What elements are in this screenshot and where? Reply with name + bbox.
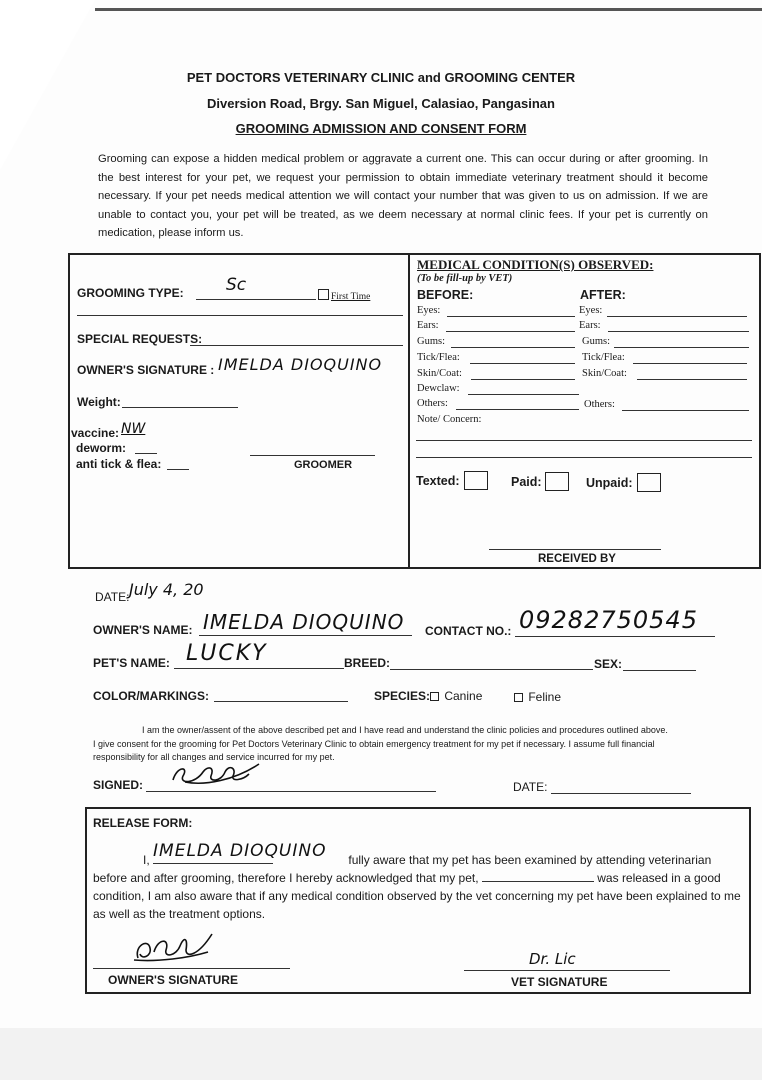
breed-label: BREED: [344,656,391,670]
vet-signature-label: VET SIGNATURE [511,975,608,989]
folded-corner [0,0,95,170]
before-skincoat: Skin/Coat: [417,368,462,379]
vaccine-value[interactable]: NW [121,421,146,437]
before-tickflea: Tick/Flea: [417,352,460,363]
scan-edge-line [95,8,762,11]
after-eyes: Eyes: [579,305,603,316]
date-label: DATE: [95,590,130,604]
consent-line-3: responsibility for all changes and service incurred for my pet. [93,752,335,762]
after-tickflea-line [633,363,747,364]
feline-label: Feline [528,690,562,704]
before-others: Others: [417,398,448,409]
intro-paragraph: Grooming can expose a hidden medical problem or aggravate a current one. This can occur during or after grooming. In the best interest for your pet, we request your permission to obtain immediate veterinary treatment should it become necessary. If your pet needs medical attention we will contact your number that was given to us on admission. If we are unable to contact you, your pet will be treated, as we deem necessary at normal clinic fees. If your pet is currently on medication, please inform us. [98,153,708,239]
owner-signature-scribble [165,758,265,790]
consent-date-line [551,793,691,794]
note-concern-label: Note/ Concern: [417,414,482,425]
after-skincoat: Skin/Coat: [582,368,627,379]
signed-line [146,791,436,792]
release-owner-signature-label: OWNER'S SIGNATURE [108,973,238,987]
medical-title: MEDICAL CONDITION(S) OBSERVED: [417,257,654,272]
form-title: GROOMING ADMISSION AND CONSENT FORM [235,121,527,136]
owner-signature-line [93,968,290,969]
special-requests-label: SPECIAL REQUESTS: [77,332,203,346]
contact-no-label: CONTACT NO.: [425,624,512,638]
before-ears: Ears: [417,320,439,331]
anti-tick-line [167,469,189,470]
owner-name-value[interactable]: IMELDA DIOQUINO [203,610,405,634]
before-ears-line [446,331,575,332]
weight-line [122,407,238,408]
medical-subtitle: (To be fill-up by VET) [417,273,513,284]
admission-divider [408,253,410,567]
consent-line-2: I give consent for the grooming for Pet Doctors Veterinary Clinic to obtain emergency treatment for my pet if necessary. I assume full financial [93,739,655,749]
unpaid-label: Unpaid: [586,476,633,490]
checkbox-icon [318,289,329,300]
grooming-extra-line [77,315,403,316]
date-value[interactable]: July 4, 20 [129,580,204,599]
after-others: Others: [584,399,615,410]
after-ears-line [608,331,749,332]
checkbox-icon [514,693,523,702]
canine-label: Canine [444,689,483,703]
vet-signature-value[interactable]: Dr. Lic [529,950,576,968]
scan-bottom-band [0,1028,762,1080]
before-dewclaw: Dewclaw: [417,383,460,394]
before-tickflea-line [470,363,575,364]
special-requests-line [190,345,403,346]
paid-checkbox[interactable] [545,472,569,491]
unpaid-checkbox[interactable] [637,473,661,492]
owner-signature-label: OWNER'S SIGNATURE : [77,363,215,377]
grooming-type-label: GROOMING TYPE: [77,286,184,300]
deworm-line [135,453,157,454]
before-gums-line [451,347,575,348]
grooming-type-value[interactable]: Sc [226,275,247,295]
after-ears: Ears: [579,320,601,331]
note-line-1 [416,440,752,441]
before-skincoat-line [471,379,575,380]
species-feline-option[interactable] [514,690,561,704]
before-dewclaw-line [468,394,579,395]
after-others-line [622,410,749,411]
groomer-line [250,455,375,456]
sex-line [623,670,696,671]
after-label: AFTER: [580,288,626,302]
pet-name-value[interactable]: LUCKY [186,641,268,666]
owner-name-line [199,635,412,636]
release-owner-signature-scribble [128,928,218,966]
before-label: BEFORE: [417,288,474,302]
clinic-address: Diversion Road, Brgy. San Miguel, Calasiao, Pangasinan [207,96,555,111]
release-name-value[interactable]: IMELDA DIOQUINO [153,841,327,861]
note-line-2 [416,457,752,458]
groomer-label: GROOMER [294,459,353,471]
pet-name-label: PET'S NAME: [93,656,170,670]
after-eyes-line [607,316,747,317]
species-canine-option[interactable] [430,689,482,703]
before-others-line [456,409,579,410]
release-prefix: I, [143,853,150,867]
pet-name-line [174,668,344,669]
release-name-line [153,841,327,864]
after-tickflea: Tick/Flea: [582,352,625,363]
sex-label: SEX: [594,657,623,671]
after-skincoat-line [637,379,747,380]
before-gums: Gums: [417,336,446,347]
grooming-type-line [196,299,316,300]
checkbox-icon [430,692,439,701]
color-markings-line [214,701,348,702]
release-text-b: was released in a good condition, I am also aware that if any medical condition observed by the vet concerning my pet have been explained to me as well as the treatment options. [93,871,741,921]
release-paragraph [93,841,745,923]
contact-no-value[interactable]: 09282750545 [519,606,698,634]
deworm-label: deworm: [76,441,127,455]
weight-label: Weight: [77,395,121,409]
before-eyes-line [447,316,575,317]
received-by-label: RECEIVED BY [538,553,616,565]
anti-tick-label: anti tick & flea: [76,457,162,471]
texted-checkbox[interactable] [464,471,488,490]
owner-signature-value[interactable]: IMELDA DIOQUINO [218,355,383,374]
vaccine-label: vaccine: [71,426,120,440]
consent-line-1: I am the owner/assent of the above described pet and I have read and understand the clinic policies and procedures outlined above. [142,725,668,735]
paid-label: Paid: [511,475,542,489]
color-markings-label: COLOR/MARKINGS: [93,689,209,703]
species-label: SPECIES: [374,689,431,703]
vet-signature-line [464,970,670,971]
received-by-line [489,549,661,550]
clinic-name: PET DOCTORS VETERINARY CLINIC and GROOMING CENTER [186,70,576,85]
release-text-a: fully aware that my pet has been examined by attending veterinarian before and after grooming, therefore I hereby acknowledged that my pet, [93,853,712,885]
contact-no-line [515,636,715,637]
signed-label: SIGNED: [93,778,144,792]
first-time-checkbox[interactable] [318,289,370,302]
texted-label: Texted: [416,474,460,488]
release-pet-line [482,870,594,882]
release-title: RELEASE FORM: [93,816,193,830]
admission-box [68,253,761,569]
first-time-label: First Time [331,292,371,302]
consent-date-label: DATE: [513,780,548,794]
owner-name-label: OWNER'S NAME: [93,623,193,637]
breed-line [390,669,593,670]
after-gums: Gums: [582,336,611,347]
after-gums-line [614,347,749,348]
before-eyes: Eyes: [417,305,441,316]
